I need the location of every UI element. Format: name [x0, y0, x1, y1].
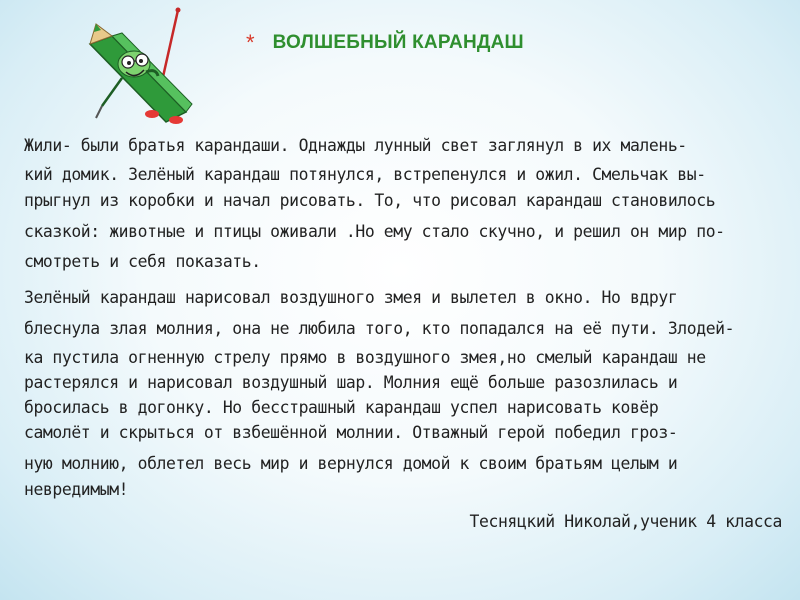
green-pencil-character-illustration — [82, 6, 202, 126]
story-line: бросилась в догонку. Но бесстрашный карандаш успел нарисовать ковёр — [24, 398, 659, 417]
story-line: растерялся и нарисовал воздушный шар. Молния ещё больше разозлилась и — [24, 373, 678, 392]
slide-header — [246, 32, 524, 54]
story-line: сказкой: животные и птицы оживали .Но ему стало скучно, и решил он мир по- — [24, 222, 725, 241]
story-line: блеснула злая молния, она не любила того, кто попадался на её пути. Злодей- — [24, 319, 735, 338]
story-line: ка пустила огненную стрелу прямо в воздушного змея,но смелый карандаш не — [24, 348, 706, 367]
bullet-asterisk: * — [246, 30, 255, 55]
story-line: кий домик. Зелёный карандаш потянулся, встрепенулся и ожил. Смельчак вы- — [24, 165, 706, 184]
story-line: невредимым! — [24, 480, 129, 499]
story-line: прыгнул из коробки и начал рисовать. То, что рисовал карандаш становилось — [24, 191, 716, 210]
story-line: смотреть и себя показать. — [24, 252, 261, 271]
author-signature: Тесняцкий Николай,ученик 4 класса — [469, 512, 782, 531]
slide-title: ВОЛШЕБНЫЙ КАРАНДАШ — [272, 32, 524, 53]
story-line: Зелёный карандаш нарисовал воздушного змея и вылетел в окно. Но вдруг — [24, 288, 678, 307]
story-line: самолёт и скрыться от взбешённой молнии. Отважный герой победил гроз- — [24, 423, 678, 442]
story-line: ную молнию, облетел весь мир и вернулся домой к своим братьям целым и — [24, 454, 678, 473]
story-line: Жили- были братья карандаши. Однажды лунный свет заглянул в их малень- — [24, 136, 687, 155]
